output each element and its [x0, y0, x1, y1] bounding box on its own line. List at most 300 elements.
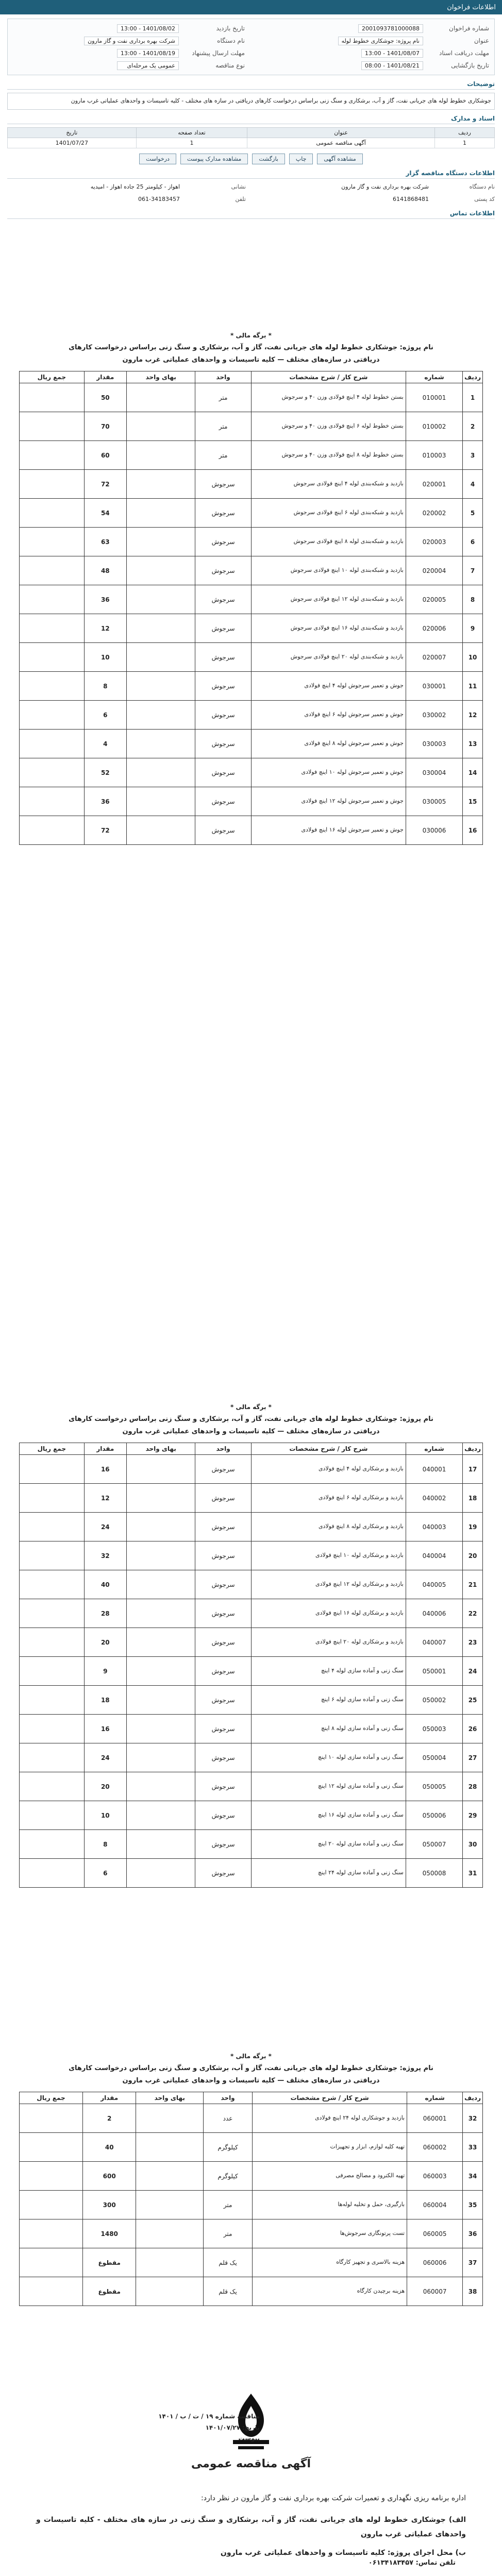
item-quantity: 10: [84, 643, 127, 672]
item-unit-price: [127, 1859, 195, 1888]
item-total: [20, 1513, 85, 1541]
page-3-heading: * برگه مالی *: [230, 2053, 272, 2060]
item-row-number: 21: [463, 1570, 483, 1599]
item-description: بازدید و شبکه‌بندی لوله ۱۶ اینچ فولادی سرجوش: [251, 614, 406, 643]
org-row: [7, 182, 246, 192]
page-1-heading: * برگه مالی *: [230, 332, 272, 339]
item-description: بازدید و برشکاری لوله ۸ اینچ فولادی: [251, 1513, 406, 1541]
item-row-number: 15: [463, 787, 483, 816]
item-unit-price: [127, 730, 195, 758]
item-row-number: 1: [463, 383, 483, 412]
item-quantity: 10: [84, 1801, 127, 1830]
item-description: بازدید و شبکه‌بندی لوله ۱۲ اینچ فولادی سرجوش: [251, 585, 406, 614]
item-unit-price: [127, 1455, 195, 1484]
item-code: 050002: [406, 1686, 462, 1715]
items-col-header: واحد: [195, 371, 252, 383]
info-value: 1401/08/07 - 13:00: [361, 49, 423, 58]
item-unit: سرجوش: [195, 1455, 252, 1484]
item-total: [20, 730, 85, 758]
info-value: شرکت بهره برداری نفت و گاز مارون: [84, 37, 179, 45]
items-col-header: شماره: [406, 1443, 462, 1455]
item-quantity: 600: [83, 2162, 136, 2191]
items-col-header: بهای واحد: [127, 371, 195, 383]
items-col-header: شرح کار / شرح مشخصات: [251, 1443, 406, 1455]
item-row: [20, 1541, 483, 1570]
item-row: [20, 499, 483, 528]
item-unit-price: [136, 2162, 204, 2191]
item-total: [20, 2277, 83, 2306]
item-quantity: 36: [84, 787, 127, 816]
item-row-number: 17: [463, 1455, 483, 1484]
item-unit: سرجوش: [195, 1715, 252, 1743]
item-row-number: 35: [463, 2191, 483, 2219]
item-description: بازدید و شبکه‌بندی لوله ۸ اینچ فولادی سرجوش: [251, 528, 406, 556]
docs-col-header: ردیف: [434, 127, 494, 138]
org-label: کد پستی: [474, 196, 495, 203]
organization-info: [7, 182, 495, 205]
item-row: [20, 758, 483, 787]
item-description: تهیه کلیه لوازم، ابزار و تجهیزات: [253, 2133, 407, 2162]
item-total: [20, 2162, 83, 2191]
item-unit-price: [127, 614, 195, 643]
item-unit-price: [127, 1599, 195, 1628]
items-col-header: شرح کار / شرح مشخصات: [251, 371, 406, 383]
item-row: [20, 2248, 483, 2277]
item-row: [20, 701, 483, 730]
item-unit-price: [127, 787, 195, 816]
item-description: بازدید و برشکاری لوله ۱۰ اینچ فولادی: [251, 1541, 406, 1570]
item-row-number: 16: [463, 816, 483, 845]
document-page-3: [0, 2050, 502, 2306]
item-code: 060001: [407, 2104, 463, 2133]
item-unit-price: [127, 1715, 195, 1743]
item-unit: سرجوش: [195, 701, 252, 730]
item-quantity: 72: [84, 470, 127, 499]
item-row: [20, 1484, 483, 1513]
item-code: 050007: [406, 1830, 462, 1859]
item-row: [20, 730, 483, 758]
item-row-number: 29: [463, 1801, 483, 1830]
item-description: بارگیری، حمل و تخلیه لوله‌ها: [253, 2191, 407, 2219]
item-unit: سرجوش: [195, 787, 252, 816]
item-row: [20, 1743, 483, 1772]
item-unit-price: [136, 2133, 204, 2162]
tender-info-grid: [13, 23, 489, 71]
item-quantity: 32: [84, 1541, 127, 1570]
items-col-header: شماره: [406, 371, 462, 383]
item-unit: سرجوش: [195, 585, 252, 614]
items-col-header: بهای واحد: [127, 1443, 195, 1455]
item-description: سنگ زنی و آماده سازی لوله ۶ اینچ: [251, 1686, 406, 1715]
item-description: سنگ زنی و آماده سازی لوله ۴ اینچ: [251, 1657, 406, 1686]
action-button-0[interactable]: مشاهده آگهی: [317, 154, 362, 164]
org-row: [256, 194, 495, 205]
notice-project: الف) جوشکاری خطوط لوله های جریانی نفت، گاز و آب، برشکاری و سنگ زنی در سازه های مختلف - کلیه تاسیسات و واحدهای عملیاتی غرب مارون: [36, 2516, 466, 2538]
item-unit-price: [127, 1484, 195, 1513]
item-quantity: 8: [84, 1830, 127, 1859]
item-total: [20, 816, 85, 845]
info-label: تاریخ بازگشایی: [451, 62, 489, 69]
info-label: شماره فراخوان: [449, 25, 489, 32]
info-label: مهلت ارسال پیشنهاد: [192, 49, 245, 57]
item-unit: سرجوش: [195, 470, 252, 499]
item-unit-price: [136, 2277, 204, 2306]
item-code: 030001: [406, 672, 462, 701]
item-unit: سرجوش: [195, 556, 252, 585]
item-unit: سرجوش: [195, 1657, 252, 1686]
info-value: 1401/08/19 - 13:00: [117, 49, 179, 58]
item-quantity: 300: [83, 2191, 136, 2219]
item-code: 050008: [406, 1859, 462, 1888]
item-row: [20, 1772, 483, 1801]
item-quantity: 8: [84, 672, 127, 701]
item-row-number: 33: [463, 2133, 483, 2162]
item-description: جوش و تعمیر سرجوش لوله ۱۶ اینچ فولادی: [251, 816, 406, 845]
item-row-number: 24: [463, 1657, 483, 1686]
item-description: تست پرتونگاری سرجوش‌ها: [253, 2219, 407, 2248]
item-total: [20, 2191, 83, 2219]
item-row: [20, 412, 483, 441]
item-unit-price: [136, 2248, 204, 2277]
items-col-header: شماره: [407, 2092, 463, 2104]
item-code: 050004: [406, 1743, 462, 1772]
item-row: [20, 787, 483, 816]
item-unit-price: [136, 2104, 204, 2133]
item-row-number: 3: [463, 441, 483, 470]
action-button-3[interactable]: مشاهده مدارک پیوست: [180, 154, 248, 164]
item-row: [20, 2277, 483, 2306]
items-col-header: ردیف: [463, 2092, 483, 2104]
item-unit: سرجوش: [195, 1859, 252, 1888]
item-quantity: مقطوع: [83, 2277, 136, 2306]
info-row: [257, 36, 489, 46]
org-row: [7, 194, 246, 205]
item-total: [20, 499, 85, 528]
item-row: [20, 528, 483, 556]
action-button-2[interactable]: بازگشت: [252, 154, 285, 164]
item-row: [20, 2219, 483, 2248]
item-quantity: 72: [84, 816, 127, 845]
item-description: بازدید و شبکه‌بندی لوله ۶ اینچ فولادی سرجوش: [251, 499, 406, 528]
item-description: بازدید و برشکاری لوله ۲۰ اینچ فولادی: [251, 1628, 406, 1657]
document-page-2: [0, 1401, 502, 1888]
item-unit: سرجوش: [195, 1686, 252, 1715]
item-code: 020001: [406, 470, 462, 499]
item-total: [20, 1455, 85, 1484]
item-unit: یک قلم: [204, 2248, 253, 2277]
item-row-number: 28: [463, 1772, 483, 1801]
docs-cell: 1: [434, 138, 494, 148]
item-total: [20, 1859, 85, 1888]
info-row: [257, 23, 489, 33]
item-quantity: 60: [84, 441, 127, 470]
item-unit: متر: [204, 2219, 253, 2248]
item-quantity: 48: [84, 556, 127, 585]
item-total: [20, 1686, 85, 1715]
item-unit-price: [127, 1743, 195, 1772]
item-row: [20, 1599, 483, 1628]
item-row: [20, 1570, 483, 1599]
item-row: [20, 1513, 483, 1541]
item-row: [20, 1657, 483, 1686]
item-row: [20, 2133, 483, 2162]
item-quantity: 52: [84, 758, 127, 787]
item-row: [20, 1628, 483, 1657]
item-description: هزینه بالاسری و تجهیز کارگاه: [253, 2248, 407, 2277]
items-col-header: جمع ریال: [20, 371, 85, 383]
item-unit: سرجوش: [195, 1743, 252, 1772]
item-quantity: 18: [84, 1686, 127, 1715]
item-quantity: 24: [84, 1743, 127, 1772]
item-row-number: 10: [463, 643, 483, 672]
item-unit-price: [127, 758, 195, 787]
item-total: [20, 2219, 83, 2248]
inquiry-heading: اطلاعات تماس: [7, 210, 495, 219]
item-unit: سرجوش: [195, 1599, 252, 1628]
item-unit: سرجوش: [195, 816, 252, 845]
item-quantity: 40: [84, 1570, 127, 1599]
item-unit: یک قلم: [204, 2277, 253, 2306]
item-row-number: 30: [463, 1830, 483, 1859]
item-unit: کیلوگرم: [204, 2162, 253, 2191]
page-2-title: نام پروژه: جوشکاری خطوط لوله های جریانی نفت، گاز و آب، برشکاری و سنگ زنی براساس درخواست کارهای: [69, 1415, 433, 1423]
item-total: [20, 412, 85, 441]
info-value: 2001093781000088: [358, 24, 423, 33]
notice-number: مناقصه شماره ۱۹ / ت / ب / ۱۴۰۱: [158, 2413, 260, 2420]
item-row-number: 2: [463, 412, 483, 441]
item-total: [20, 1743, 85, 1772]
item-code: 050005: [406, 1772, 462, 1801]
org-value: 6141868481: [393, 196, 429, 203]
item-row-number: 31: [463, 1859, 483, 1888]
item-unit-price: [127, 1830, 195, 1859]
item-row: [20, 672, 483, 701]
item-total: [20, 585, 85, 614]
item-description: بستن خطوط لوله ۴ اینچ فولادی وزن ۴۰ و سرجوش: [251, 383, 406, 412]
description-heading: توضیحات: [7, 80, 495, 90]
item-unit-price: [127, 1801, 195, 1830]
item-unit-price: [127, 1628, 195, 1657]
item-row: [20, 2162, 483, 2191]
item-total: [20, 2248, 83, 2277]
item-code: 020002: [406, 499, 462, 528]
organization-heading: اطلاعات دستگاه مناقصه گزار: [7, 170, 495, 179]
items-col-header: واحد: [204, 2092, 253, 2104]
item-unit-price: [127, 1513, 195, 1541]
item-row-number: 37: [463, 2248, 483, 2277]
item-row: [20, 470, 483, 499]
item-quantity: 12: [84, 614, 127, 643]
item-row: [20, 556, 483, 585]
notice-meta: [158, 2411, 260, 2445]
item-unit: سرجوش: [195, 1513, 252, 1541]
item-total: [20, 556, 85, 585]
item-row-number: 14: [463, 758, 483, 787]
item-total: [20, 643, 85, 672]
item-row-number: 26: [463, 1715, 483, 1743]
item-unit-price: [127, 1570, 195, 1599]
item-description: بستن خطوط لوله ۸ اینچ فولادی وزن ۴۰ و سرجوش: [251, 441, 406, 470]
info-row: [13, 36, 245, 46]
item-code: 020004: [406, 556, 462, 585]
notice-intro: اداره برنامه ریزی نگهداری و تعمیرات شرکت بهره برداری نفت و گاز مارون در نظر دارد:: [201, 2494, 466, 2502]
page-1-title2: دریافتی در سازه‌های مختلف — کلیه تاسیسات و واحدهای عملیاتی غرب مارون: [122, 356, 380, 364]
item-description: بازدید و شبکه‌بندی لوله ۴ اینچ فولادی سرجوش: [251, 470, 406, 499]
org-value: 061-34183457: [138, 196, 180, 203]
item-row: [20, 2104, 483, 2133]
item-code: 040007: [406, 1628, 462, 1657]
info-value: 1401/08/02 - 13:00: [117, 24, 179, 33]
item-code: 040003: [406, 1513, 462, 1541]
docs-row[interactable]: [8, 138, 495, 148]
item-row: [20, 383, 483, 412]
items-col-header: مقدار: [83, 2092, 136, 2104]
item-row: [20, 614, 483, 643]
info-row: [13, 23, 245, 33]
action-button-4[interactable]: درخواست: [139, 154, 176, 164]
item-quantity: 2: [83, 2104, 136, 2133]
item-row: [20, 643, 483, 672]
notice-location: ب) محل اجرای پروژه: کلیه تاسیسات و واحدهای عملیاتی غرب مارون: [220, 2549, 466, 2557]
org-label: نشانی: [231, 183, 246, 191]
page-1-title: نام پروژه: جوشکاری خطوط لوله های جریانی نفت، گاز و آب، برشکاری و سنگ زنی براساس درخواست کارهای: [69, 343, 433, 351]
org-value: شرکت بهره برداری نفت و گاز مارون: [341, 183, 429, 191]
item-description: سنگ زنی و آماده سازی لوله ۲۰ اینچ: [251, 1830, 406, 1859]
items-col-header: مقدار: [84, 371, 127, 383]
item-total: [20, 1541, 85, 1570]
info-label: نوع مناقصه: [215, 62, 245, 69]
org-label: نام دستگاه: [469, 183, 495, 191]
item-quantity: 54: [84, 499, 127, 528]
info-value: 1401/08/21 - 08:00: [361, 61, 423, 70]
item-code: 020005: [406, 585, 462, 614]
item-row-number: 34: [463, 2162, 483, 2191]
item-unit: کیلوگرم: [204, 2133, 253, 2162]
item-row-number: 27: [463, 1743, 483, 1772]
item-code: 010001: [406, 383, 462, 412]
item-quantity: 12: [84, 1484, 127, 1513]
item-unit: سرجوش: [195, 1801, 252, 1830]
docs-cell: 1401/07/27: [8, 138, 137, 148]
item-description: بازدید و برشکاری لوله ۴ اینچ فولادی: [251, 1455, 406, 1484]
item-row-number: 36: [463, 2219, 483, 2248]
item-code: 050003: [406, 1715, 462, 1743]
item-unit: متر: [195, 441, 252, 470]
item-total: [20, 1570, 85, 1599]
item-unit: سرجوش: [195, 1628, 252, 1657]
item-row: [20, 1455, 483, 1484]
item-total: [20, 528, 85, 556]
item-row-number: 12: [463, 701, 483, 730]
item-row-number: 13: [463, 730, 483, 758]
item-total: [20, 1599, 85, 1628]
item-unit-price: [127, 499, 195, 528]
item-code: 010002: [406, 412, 462, 441]
item-unit-price: [127, 412, 195, 441]
info-value: عمومی یک مرحله‌ای: [117, 61, 179, 70]
item-row: [20, 1830, 483, 1859]
item-row-number: 11: [463, 672, 483, 701]
item-row-number: 6: [463, 528, 483, 556]
item-quantity: 4: [84, 730, 127, 758]
item-unit-price: [127, 383, 195, 412]
item-unit: عدد: [204, 2104, 253, 2133]
item-code: 040001: [406, 1455, 462, 1484]
page-2-title2: دریافتی در سازه‌های مختلف — کلیه تاسیسات و واحدهای عملیاتی غرب مارون: [122, 1428, 380, 1436]
item-description: سنگ زنی و آماده سازی لوله ۲۴ اینچ: [251, 1859, 406, 1888]
item-row-number: 32: [463, 2104, 483, 2133]
action-button-1[interactable]: چاپ: [289, 154, 313, 164]
item-total: [20, 672, 85, 701]
item-quantity: 40: [83, 2133, 136, 2162]
item-row-number: 5: [463, 499, 483, 528]
item-unit: سرجوش: [195, 1830, 252, 1859]
item-code: 040004: [406, 1541, 462, 1570]
item-unit: سرجوش: [195, 1772, 252, 1801]
item-row: [20, 2191, 483, 2219]
item-code: 060006: [407, 2248, 463, 2277]
item-unit-price: [127, 470, 195, 499]
item-total: [20, 1830, 85, 1859]
item-unit: متر: [204, 2191, 253, 2219]
item-row-number: 22: [463, 1599, 483, 1628]
items-col-header: ردیف: [463, 371, 483, 383]
org-label: تلفن: [235, 196, 246, 203]
item-code: 030002: [406, 701, 462, 730]
item-unit: سرجوش: [195, 758, 252, 787]
docs-cell: آگهی مناقصه عمومی: [247, 138, 435, 148]
action-buttons: [7, 154, 495, 164]
item-code: 040005: [406, 1570, 462, 1599]
items-col-header: مقدار: [84, 1443, 127, 1455]
item-quantity: 16: [84, 1455, 127, 1484]
item-row-number: 20: [463, 1541, 483, 1570]
item-unit-price: [127, 1772, 195, 1801]
items-col-header: جمع ریال: [20, 1443, 85, 1455]
item-quantity: 28: [84, 1599, 127, 1628]
item-row: [20, 441, 483, 470]
item-total: [20, 2104, 83, 2133]
item-total: [20, 701, 85, 730]
item-total: [20, 1801, 85, 1830]
item-unit-price: [127, 1686, 195, 1715]
app-header: [0, 0, 502, 14]
item-unit-price: [127, 816, 195, 845]
page-3-title2: دریافتی در سازه‌های مختلف — کلیه تاسیسات و واحدهای عملیاتی غرب مارون: [122, 2077, 380, 2085]
item-code: 060005: [407, 2219, 463, 2248]
item-description: سنگ زنی و آماده سازی لوله ۸ اینچ: [251, 1715, 406, 1743]
item-total: [20, 758, 85, 787]
item-code: 040002: [406, 1484, 462, 1513]
item-quantity: 6: [84, 701, 127, 730]
item-code: 030005: [406, 787, 462, 816]
item-description: جوش و تعمیر سرجوش لوله ۶ اینچ فولادی: [251, 701, 406, 730]
item-description: هزینه برچیدن کارگاه: [253, 2277, 407, 2306]
item-unit-price: [127, 1541, 195, 1570]
attachments-table: [7, 127, 495, 148]
item-total: [20, 1772, 85, 1801]
item-code: 050001: [406, 1657, 462, 1686]
info-row: [257, 60, 489, 71]
items-col-header: واحد: [195, 1443, 252, 1455]
page-2-heading: * برگه مالی *: [230, 1403, 272, 1411]
item-unit: سرجوش: [195, 1570, 252, 1599]
item-code: 030004: [406, 758, 462, 787]
item-code: 030006: [406, 816, 462, 845]
item-unit-price: [127, 556, 195, 585]
item-description: بازدید و برشکاری لوله ۱۶ اینچ فولادی: [251, 1599, 406, 1628]
org-row: [256, 182, 495, 192]
